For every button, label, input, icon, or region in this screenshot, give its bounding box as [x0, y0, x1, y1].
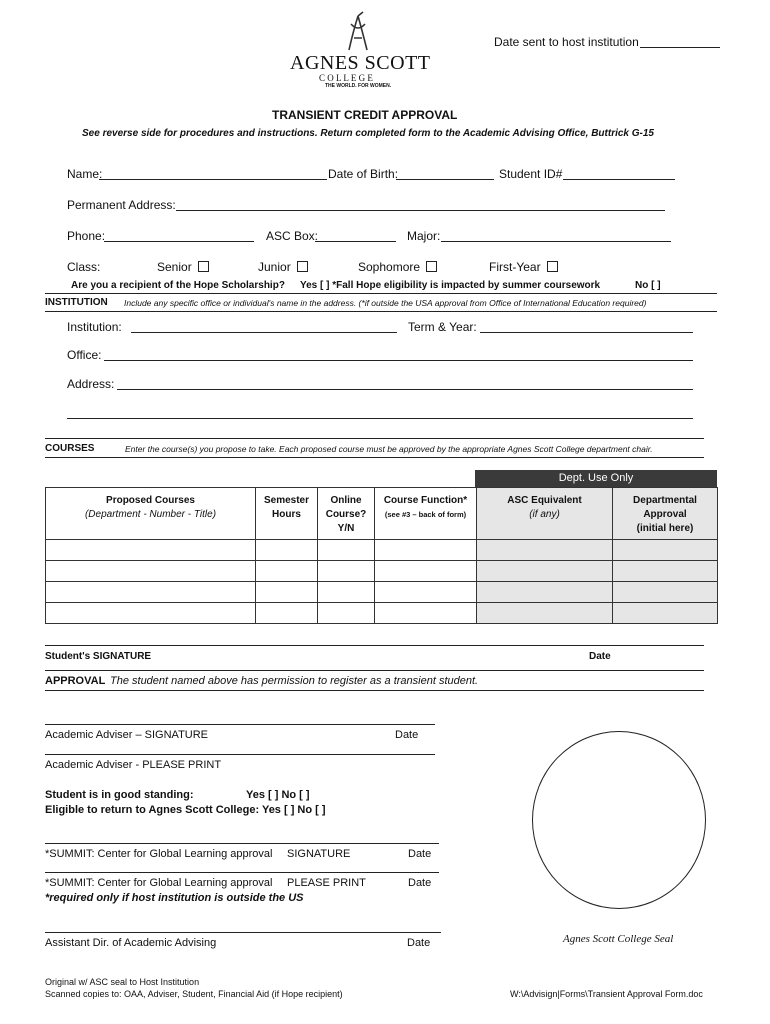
footer-line-2: Scanned copies to: OAA, Adviser, Student, Financial Aid (if Hope recipient) [45, 989, 343, 999]
class-option-sophomore[interactable] [358, 260, 437, 274]
dob-field[interactable] [396, 179, 494, 180]
divider [45, 690, 704, 691]
summit-approval-label: *SUMMIT: Center for Global Learning approval [45, 848, 273, 860]
courses-section-note: Enter the course(s) you propose to take. Each proposed course must be approved by the appropriate Agnes Scott College department chair. [125, 444, 653, 454]
table-row[interactable] [46, 540, 718, 561]
checkbox[interactable] [198, 261, 209, 272]
institution-section-note: Include any specific office or individual's name in the address. (*if outside the USA approval from Office of International Education required) [124, 298, 647, 308]
divider [45, 438, 704, 439]
summit-signature-field[interactable] [45, 843, 439, 844]
footer-file-path: W:\Advisign|Forms\Transient Approval Form.doc [510, 989, 703, 999]
good-standing-label: Student is in good standing: [45, 789, 194, 801]
office-field[interactable] [104, 360, 693, 361]
asst-dir-label: Assistant Dir. of Academic Advising [45, 937, 217, 949]
permanent-address-field[interactable] [176, 210, 665, 211]
class-option-first-year[interactable] [489, 260, 558, 274]
divider [45, 670, 704, 671]
class-option-label: First-Year [489, 260, 541, 274]
adviser-date-label: Date [395, 729, 419, 741]
col-asc-equivalent: ASC Equivalent (if any) [477, 488, 613, 540]
adviser-print-field[interactable] [45, 754, 435, 755]
term-year-label: Term & Year: [408, 320, 477, 334]
courses-table [45, 487, 718, 624]
phone-label: Phone: [67, 229, 106, 243]
divider [45, 311, 717, 312]
approval-text: The student named above has permission to register as a transient student. [110, 675, 479, 687]
asst-dir-date-label: Date [407, 937, 431, 949]
date-sent-label: Date sent to host institution [494, 35, 639, 49]
address-field-line2[interactable] [67, 418, 693, 419]
col-semester-hours: Semester Hours [256, 488, 318, 540]
asc-box-field[interactable] [315, 241, 396, 242]
asc-box-label: ASC Box: [266, 229, 319, 243]
logo-name: AGNES SCOTT [290, 52, 431, 74]
seal-circle [532, 731, 706, 909]
table-row[interactable] [46, 561, 718, 582]
hope-yes-option[interactable]: Yes [ ] *Fall Hope eligibility is impacted by summer coursework [300, 280, 601, 291]
summit-signature-label: SIGNATURE [287, 848, 351, 860]
class-option-label: Senior [157, 260, 192, 274]
name-field[interactable] [99, 179, 327, 180]
asst-dir-signature-field[interactable] [45, 932, 441, 933]
class-option-label: Sophomore [358, 260, 421, 274]
courses-section-label: COURSES [45, 443, 95, 454]
adviser-signature-field[interactable] [45, 724, 435, 725]
seal-label: Agnes Scott College Seal [563, 933, 674, 945]
adviser-print-label: Academic Adviser - PLEASE PRINT [45, 759, 222, 771]
hope-no-option[interactable]: No [ ] [635, 280, 661, 291]
class-label: Class: [67, 260, 101, 274]
class-option-label: Junior [258, 260, 291, 274]
table-header-row [46, 488, 718, 540]
address-field[interactable] [117, 389, 693, 390]
summit-date-label: Date [408, 848, 432, 860]
student-signature-label: Student's SIGNATURE [45, 651, 152, 662]
logo-mark-icon [343, 10, 373, 52]
student-date-label: Date [589, 651, 611, 662]
col-online-course: Online Course? Y/N [318, 488, 375, 540]
office-label: Office: [67, 348, 102, 362]
institution-label: Institution: [67, 320, 122, 334]
student-signature-field[interactable] [45, 645, 704, 646]
divider [45, 293, 717, 294]
table-row[interactable] [46, 603, 718, 624]
checkbox[interactable] [426, 261, 437, 272]
summit-date-label-2: Date [408, 877, 432, 889]
student-id-field[interactable] [563, 179, 675, 180]
class-option-junior[interactable] [258, 260, 308, 274]
form-subtitle: See reverse side for procedures and instructions. Return completed form to the Academic Advising Office, Buttrick G-15 [82, 128, 654, 139]
col-proposed-courses: Proposed Courses (Department - Number - Title) [46, 488, 256, 540]
approval-label: APPROVAL [45, 675, 106, 687]
col-course-function: Course Function* (see #3 – back of form) [375, 488, 477, 540]
date-sent-field[interactable] [640, 47, 720, 48]
adviser-signature-label: Academic Adviser – SIGNATURE [45, 729, 209, 741]
form-title: TRANSIENT CREDIT APPROVAL [272, 108, 458, 122]
phone-field[interactable] [104, 241, 254, 242]
permanent-address-label: Permanent Address: [67, 198, 176, 212]
footer-line-1: Original w/ ASC seal to Host Institution [45, 977, 200, 987]
name-label: Name: [67, 167, 103, 181]
institution-field[interactable] [131, 332, 397, 333]
checkbox[interactable] [547, 261, 558, 272]
logo-college: C O L L E G E [319, 73, 373, 83]
eligible-return-label[interactable]: Eligible to return to Agnes Scott College: Yes [ ] No [ ] [45, 804, 326, 816]
logo-tagline: THE WORLD. FOR WOMEN. [325, 83, 392, 89]
col-dept-approval: Departmental Approval (initial here) [613, 488, 718, 540]
major-label: Major: [407, 229, 441, 243]
summit-print-field[interactable] [45, 872, 439, 873]
summit-print-label: PLEASE PRINT [287, 877, 366, 889]
student-id-label: Student ID# [499, 167, 563, 181]
address-label: Address: [67, 377, 115, 391]
dob-label: Date of Birth: [328, 167, 399, 181]
term-year-field[interactable] [480, 332, 693, 333]
checkbox[interactable] [297, 261, 308, 272]
table-row[interactable] [46, 582, 718, 603]
good-standing-options[interactable]: Yes [ ] No [ ] [246, 789, 310, 801]
summit-approval-label-2: *SUMMIT: Center for Global Learning approval [45, 877, 273, 889]
divider [45, 457, 704, 458]
major-field[interactable] [441, 241, 671, 242]
class-option-senior[interactable] [157, 260, 209, 274]
dept-use-only-bar: Dept. Use Only [475, 470, 717, 487]
institution-section-label: INSTITUTION [45, 297, 108, 308]
summit-note: *required only if host institution is outside the US [45, 892, 304, 904]
hope-question: Are you a recipient of the Hope Scholarship? [71, 280, 285, 291]
